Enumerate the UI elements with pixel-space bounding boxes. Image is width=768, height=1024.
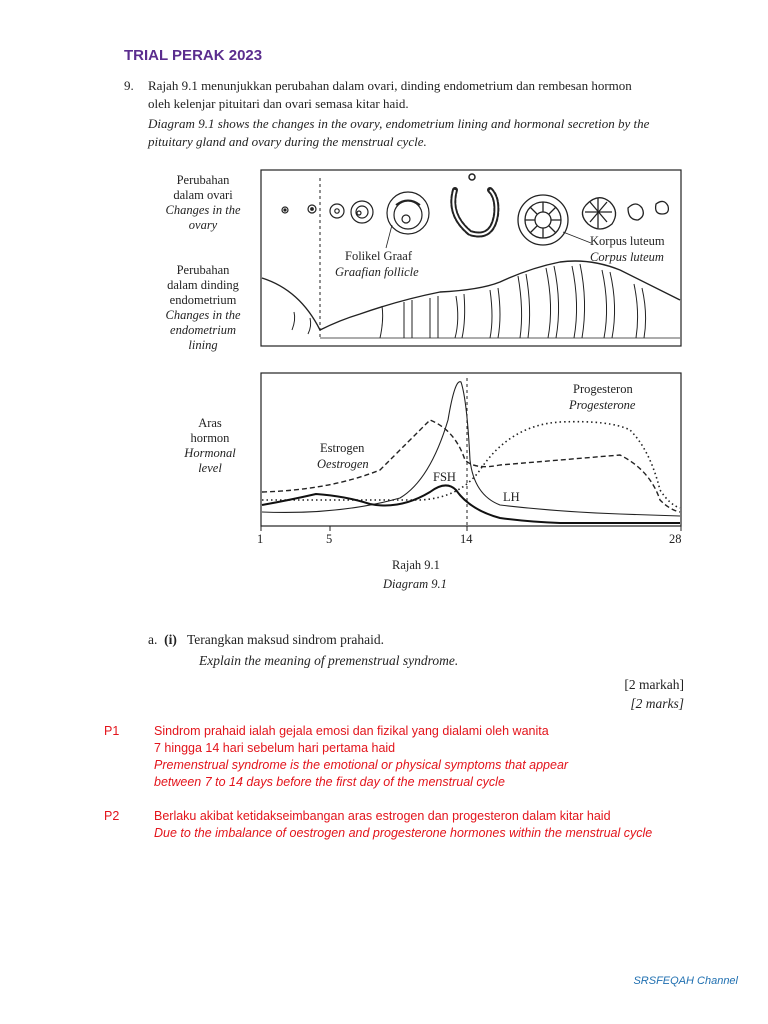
answer-p2-label: P2 <box>104 809 120 823</box>
x-tick-5: 5 <box>326 532 333 546</box>
page-title: TRIAL PERAK 2023 <box>124 47 263 64</box>
question-intro-en-1: Diagram 9.1 shows the changes in the ovary, endometrium lining and hormonal secretion by the <box>148 116 650 131</box>
marks-en: [2 marks] <box>630 696 684 711</box>
estrogen-label-ms: Estrogen <box>320 441 365 455</box>
progesterone-label-ms: Progesteron <box>573 382 633 396</box>
x-axis-ticks <box>261 526 681 531</box>
answer-p1: Sindrom prahaid ialah gejala emosi dan fizikal yang dialami oleh wanita 7 hingga 14 hari sebelum hari pertama haid Premenstrual syndrome is the emotional or physical symptoms that appear between 7 to 14 days before the first day of the menstrual cycle <box>154 724 569 789</box>
question-intro-en-2: pituitary gland and ovary during the menstrual cycle. <box>148 134 427 149</box>
ovary-follicles <box>282 192 429 234</box>
corpus-label-en: Corpus luteum <box>590 250 664 264</box>
x-tick-14: 14 <box>460 532 473 546</box>
ruptured-follicle <box>453 190 496 235</box>
ovulation-egg <box>469 174 475 180</box>
endometrium-top <box>262 261 680 330</box>
marks-ms: [2 markah] <box>624 677 684 692</box>
lh-label: LH <box>503 490 520 504</box>
estrogen-label-en: Oestrogen <box>317 457 369 471</box>
ovary-label: Perubahan dalam ovari Changes in the ovary <box>165 173 241 232</box>
corpus-luteum-pointer <box>563 232 591 243</box>
answer-p2: Berlaku akibat ketidakseimbangan aras estrogen dan progesteron dalam kitar haid Due to the imbalance of oestrogen and progesterone hormones within the menstrual cycle <box>154 809 653 840</box>
caption-en: Diagram 9.1 <box>383 577 447 591</box>
fsh-label: FSH <box>433 470 456 484</box>
corpus-luteum <box>518 195 568 245</box>
regressing-corpus-luteum <box>582 198 668 229</box>
graafian-label-ms: Folikel Graaf <box>345 249 412 263</box>
corpus-label-ms: Korpus luteum <box>590 234 665 248</box>
x-tick-28: 28 <box>669 532 682 546</box>
question-number: 9. <box>124 78 134 93</box>
endometrium-label: Perubahan dalam dinding endometrium Changes in the endometrium lining <box>165 263 241 352</box>
graafian-pointer <box>386 225 392 248</box>
progesterone-label-en: Progesterone <box>569 398 636 412</box>
hormone-level-label: Aras hormon Hormonal level <box>184 416 236 475</box>
question-intro-ms-2: oleh kelenjar pituitari dan ovari semasa kitar haid. <box>148 96 409 111</box>
fsh-curve <box>262 485 680 523</box>
x-tick-1: 1 <box>257 532 264 546</box>
question-intro-ms-1: Rajah 9.1 menunjukkan perubahan dalam ovari, dinding endometrium dan rembesan hormon <box>148 78 632 93</box>
part-a-question-en: Explain the meaning of premenstrual syndrome. <box>199 653 459 668</box>
answer-p1-label: P1 <box>104 724 120 738</box>
x-tick-labels <box>257 532 682 546</box>
caption-ms: Rajah 9.1 <box>392 558 440 572</box>
channel-credit: SRSFEQAH Channel <box>633 975 738 987</box>
graafian-label-en: Graafian follicle <box>335 265 419 279</box>
part-a-question: a. (i) Terangkan maksud sindrom prahaid. <box>148 632 385 647</box>
